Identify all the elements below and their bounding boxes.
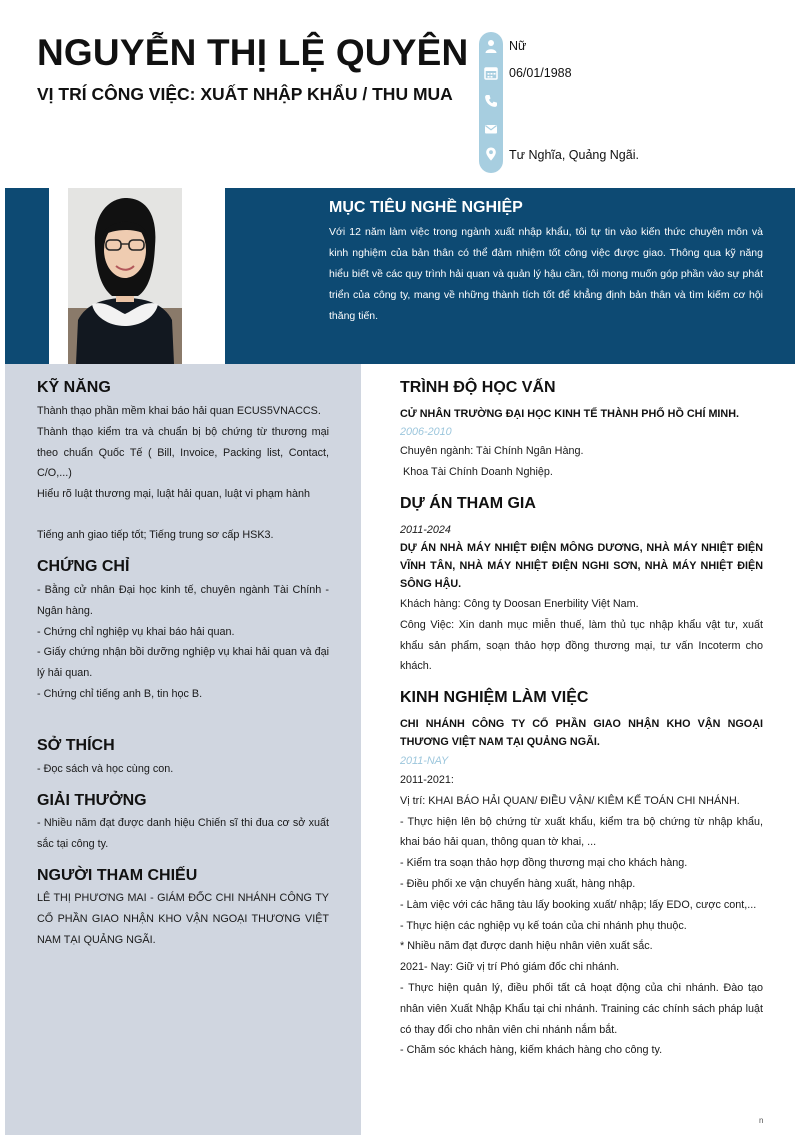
experience-heading: KINH NGHIỆM LÀM VIỆC <box>400 689 589 706</box>
skill-item: Tiếng anh giao tiếp tốt; Tiếng trung sơ cấp HSK3. <box>37 528 274 541</box>
experience-line: - Kiểm tra soạn thảo hợp đồng thương mại cho khách hàng. <box>400 857 688 870</box>
project-line: Khách hàng: Công ty Doosan Enerbility Việt Nam. <box>400 598 639 610</box>
projects-heading: DỰ ÁN THAM GIA <box>400 495 536 512</box>
job-position: VỊ TRÍ CÔNG VIỆC: XUẤT NHẬP KHẨU / THU MUA <box>37 84 453 104</box>
person-icon <box>484 39 498 53</box>
skill-item: Thành thạo kiểm tra và chuẩn bị bộ chứng từ thương mại theo chuẩn Quốc Tế ( Bill, Invoice, Packing list, Contact, C/O,...) <box>37 425 329 480</box>
skills-heading: KỸ NĂNG <box>37 379 111 396</box>
experience-period: 2011-NAY <box>400 755 449 767</box>
birthday-value: 06/01/1988 <box>509 66 572 80</box>
certificates-list <box>37 580 329 705</box>
certificate-item: - Chứng chỉ tiếng anh B, tin học B. <box>37 687 203 700</box>
page-mark: n <box>759 1116 764 1125</box>
skill-item: Hiểu rõ luật thương mại, luật hải quan, luật vi phạm hành <box>37 488 310 501</box>
objective-heading: MỤC TIÊU NGHỀ NGHIỆP <box>329 199 523 216</box>
education-period: 2006-2010 <box>400 426 452 438</box>
skill-item: Thành thạo phần mềm khai báo hải quan ECUS5VNACCS. <box>37 405 321 417</box>
projects-period: 2011-2024 <box>400 524 451 536</box>
experience-line: - Thực hiện quản lý, điều phối tất cả hoạt động của chi nhánh. Đào tạo nhân viên Xuất Nhập Khẩu tại chi nhánh. Training các chính sách pháp luật có thay đổi cho nhân viên chi nhánh nắm bắt. <box>400 981 763 1036</box>
experience-line: - Điều phối xe vận chuyển hàng xuất, hàng nhập. <box>400 877 636 890</box>
experience-line: 2021- Nay: Giữ vị trí Phó giám đốc chi nhánh. <box>400 961 620 974</box>
references-heading: NGƯỜI THAM CHIẾU <box>37 867 198 884</box>
gender-value: Nữ <box>509 39 527 53</box>
experience-line: - Thực hiện lên bộ chứng từ xuất khẩu, kiểm tra bộ chứng từ nhập khẩu, khai báo hải quan, thông quan tờ khai, ... <box>400 815 763 849</box>
experience-company: CHI NHÁNH CÔNG TY CỔ PHẦN GIAO NHẬN KHO VẬN NGOẠI THƯƠNG VIỆT NAM TẠI QUẢNG NGÃI. <box>400 718 763 748</box>
certificate-item: - Giấy chứng nhận bồi dưỡng nghiệp vụ khai hải quan và đại lý hải quan. <box>37 646 329 680</box>
phone-icon <box>484 94 498 108</box>
experience-line: - Chăm sóc khách hàng, kiếm khách hàng cho công ty. <box>400 1044 663 1057</box>
location-icon <box>484 147 498 161</box>
hobbies-heading: SỞ THÍCH <box>37 737 115 754</box>
awards-heading: GIẢI THƯỞNG <box>37 792 147 809</box>
education-details <box>400 441 763 483</box>
experience-line: * Nhiều năm đạt được danh hiệu nhân viên xuất sắc. <box>400 940 653 953</box>
experience-line: 2011-2021: <box>400 774 454 786</box>
certificates-heading: CHỨNG CHỈ <box>37 558 130 575</box>
awards-text: - Nhiều năm đạt được danh hiệu Chiến sĩ thi đua cơ sở xuất sắc tại công ty. <box>37 817 329 850</box>
hobbies-text: - Đọc sách và học cùng con. <box>37 763 174 775</box>
experience-details <box>400 770 763 1061</box>
experience-line: Vị trí: KHAI BÁO HẢI QUAN/ ĐIỀU VẬN/ KIÊM KẾ TOÁN CHI NHÁNH. <box>400 794 740 807</box>
candidate-name: NGUYỄN THỊ LỆ QUYÊN <box>37 32 469 73</box>
certificate-item: - Chứng chỉ nghiệp vụ khai báo hải quan. <box>37 625 235 638</box>
calendar-icon <box>484 66 498 80</box>
experience-line: - Làm việc với các hãng tàu lấy booking xuất/ nhập; lấy EDO, cược cont,... <box>400 898 757 911</box>
address-value: Tư Nghĩa, Quảng Ngãi. <box>509 148 639 162</box>
education-line: Chuyên ngành: Tài Chính Ngân Hàng. <box>400 445 584 457</box>
projects-details <box>400 594 763 677</box>
experience-line: - Thực hiện các nghiệp vụ kế toán của chi nhánh phụ thuộc. <box>400 919 687 932</box>
certificate-item: - Bằng cử nhân Đại học kinh tế, chuyên ngành Tài Chính - Ngân hàng. <box>37 584 329 617</box>
education-line: Khoa Tài Chính Doanh Nghiệp. <box>400 465 553 478</box>
project-line: Công Việc: Xin danh mục miễn thuế, làm thủ tục nhập khẩu vật tư, xuất khẩu sản phẩm, soạn thảo hợp đồng thương mại, tư vấn Incoterm cho khách. <box>400 618 763 673</box>
profile-photo <box>68 188 182 364</box>
education-school: CỬ NHÂN TRƯỜNG ĐẠI HỌC KINH TẾ THÀNH PHỐ HỒ CHÍ MINH. <box>400 408 740 420</box>
education-heading: TRÌNH ĐỘ HỌC VẤN <box>400 379 556 396</box>
band-left-block <box>5 188 49 364</box>
objective-text: Với 12 năm làm việc trong ngành xuất nhập khẩu, tôi tự tin vào kiến thức chuyên môn và kinh nghiệm của bản thân có thể đảm nhiệm tốt công việc được giao. Thông qua kỹ năng hiểu biết về các quy trình hải quan và quản lý hậu cần, tôi mong muốn góp phần vào sự phát triển của công ty, mang về những thành tích tốt để khẳng định bản thân và tìm kiếm cơ hội thăng tiến. <box>329 226 763 322</box>
projects-name: DỰ ÁN NHÀ MÁY NHIỆT ĐIỆN MÔNG DƯƠNG, NHÀ MÁY NHIỆT ĐIỆN VĨNH TÂN, NHÀ MÁY NHIỆT ĐIỆN NGHI SƠN, NHÀ MÁY NHIỆT ĐIỆN SÔNG HẬU. <box>400 542 763 590</box>
email-icon <box>484 122 498 136</box>
references-text: LÊ THỊ PHƯƠNG MAI - GIÁM ĐỐC CHI NHÁNH CÔNG TY CỔ PHẦN GIAO NHẬN KHO VẬN NGOẠI THƯƠNG VIỆT NAM TẠI QUẢNG NGÃI. <box>37 892 329 946</box>
skills-list <box>37 401 329 546</box>
